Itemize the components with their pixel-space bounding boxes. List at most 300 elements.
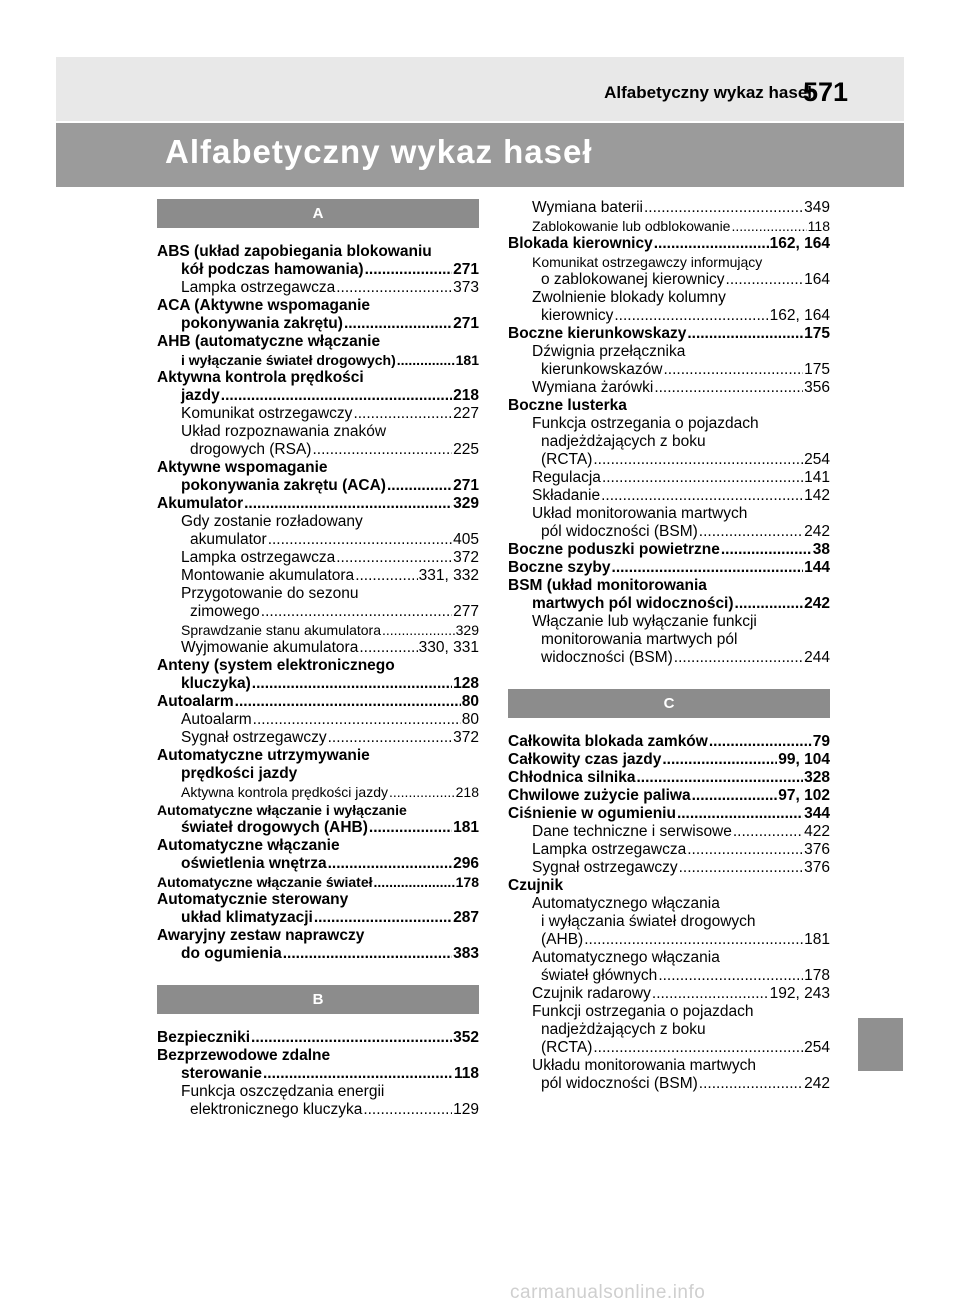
index-entry <box>508 769 830 787</box>
entry-text: Przygotowanie do sezonu <box>181 585 359 602</box>
index-subentry <box>157 603 479 621</box>
entry-text: sterowanie <box>181 1065 262 1082</box>
page-ref: 80 <box>461 711 479 728</box>
dot-leader <box>731 217 806 235</box>
index-subentry <box>157 423 479 441</box>
index-column-left <box>157 199 479 1119</box>
page-ref: 422 <box>804 823 830 840</box>
index-subentry <box>508 823 830 841</box>
entry-text: Ciśnienie w ogumieniu <box>508 805 676 822</box>
entry-text: Boczne kierunkowskazy <box>508 325 687 342</box>
dot-leader <box>658 967 803 985</box>
index-subentry <box>508 289 830 307</box>
index-column-right <box>508 199 830 1093</box>
dot-leader <box>663 361 803 379</box>
entry-text: drogowych (RSA) <box>190 441 312 458</box>
index-entry <box>157 1029 479 1047</box>
index-entry <box>157 333 479 351</box>
dot-leader <box>636 769 803 787</box>
entry-text: do ogumienia <box>181 945 282 962</box>
index-entry <box>157 1047 479 1065</box>
page-ref: 181 <box>453 819 479 836</box>
index-entry <box>157 297 479 315</box>
entry-text: elektronicznego kluczyka <box>190 1101 363 1118</box>
page-ref: 254 <box>804 451 830 468</box>
page-ref: 118 <box>807 218 830 234</box>
index-subentry <box>508 415 830 433</box>
dot-leader <box>263 1065 453 1083</box>
index-entry <box>157 765 479 783</box>
dot-leader <box>601 487 803 505</box>
entry-text: Regulacja <box>532 469 601 486</box>
entry-text: Układ monitorowania martwych <box>532 505 748 522</box>
entry-text: Automatyczne włączanie i wyłączanie <box>157 802 407 818</box>
index-subentry <box>508 1003 830 1021</box>
page-ref: 97, 102 <box>778 787 830 804</box>
index-subentry <box>508 505 830 523</box>
dot-leader <box>244 495 452 513</box>
page-ref: 80 <box>461 693 479 710</box>
dot-leader <box>365 261 453 279</box>
index-entry <box>508 595 830 613</box>
entry-text: Dane techniczne i serwisowe <box>532 823 732 840</box>
dot-leader <box>235 693 461 711</box>
entry-text: Całkowity czas jazdy <box>508 751 662 768</box>
page-ref: 162, 164 <box>769 235 830 252</box>
page-ref: 356 <box>804 379 830 396</box>
entry-text: Lampka ostrzegawcza <box>532 841 687 858</box>
dot-leader <box>687 325 803 343</box>
dot-leader <box>374 873 455 891</box>
page-title: Alfabetyczny wykaz haseł <box>165 133 593 170</box>
page-ref: 352 <box>453 1029 479 1046</box>
page-ref: 344 <box>804 805 830 822</box>
index-subentry <box>508 361 830 379</box>
entry-text: Automatycznego włączania <box>532 949 720 966</box>
page-ref: 192, 243 <box>769 985 830 1002</box>
page-ref: 162, 164 <box>769 307 830 324</box>
dot-leader <box>602 469 803 487</box>
page-ref: 164 <box>804 271 830 288</box>
index-subentry <box>508 469 830 487</box>
entry-text: Automatycznego włączania <box>532 895 720 912</box>
index-entry <box>157 675 479 693</box>
entry-text: Gdy zostanie rozładowany <box>181 513 363 530</box>
dot-leader <box>268 531 452 549</box>
entry-text: pól widoczności (BSM) <box>541 1075 698 1092</box>
entry-text: Awaryjny zestaw naprawczy <box>157 927 365 944</box>
dot-leader <box>687 841 803 859</box>
index-entry <box>508 325 830 343</box>
entry-text: i wyłączania świateł drogowych <box>541 913 756 930</box>
entry-text: akumulator <box>190 531 267 548</box>
index-entry <box>508 877 830 895</box>
page-ref: 271 <box>453 315 479 332</box>
index-subentry <box>508 985 830 1003</box>
page-ref: 277 <box>453 603 479 620</box>
page-ref: 330, 331 <box>418 639 479 656</box>
entry-text: Czujnik radarowy <box>532 985 651 1002</box>
entry-text: Automatyczne włączanie <box>157 837 340 854</box>
page-ref: 181 <box>455 352 479 368</box>
page-ref: 141 <box>804 469 830 486</box>
dot-leader <box>387 477 452 495</box>
entry-text: kierownicy <box>541 307 614 324</box>
dot-leader <box>283 945 452 963</box>
dot-leader <box>735 595 804 613</box>
entry-text: (AHB) <box>541 931 584 948</box>
entry-text: pokonywania zakrętu (ACA) <box>181 477 386 494</box>
index-subentry <box>508 451 830 469</box>
entry-text: Anteny (system elektronicznego <box>157 657 395 674</box>
page-ref: 128 <box>453 675 479 692</box>
index-subentry <box>508 307 830 325</box>
index-entry <box>508 397 830 415</box>
entry-text: kół podczas hamowania) <box>181 261 364 278</box>
index-entry <box>157 819 479 837</box>
index-subentry <box>508 379 830 397</box>
index-entry <box>157 477 479 495</box>
dot-leader <box>363 1101 452 1119</box>
index-entry <box>157 351 479 369</box>
page-ref: 178 <box>455 874 479 890</box>
entry-text: Akumulator <box>157 495 244 512</box>
index-subentry <box>157 1083 479 1101</box>
page-ref: 142 <box>804 487 830 504</box>
index-entry <box>157 873 479 891</box>
index-subentry <box>508 859 830 877</box>
entry-text: kluczyka) <box>181 675 251 692</box>
index-entry <box>157 927 479 945</box>
entry-text: oświetlenia wnętrza <box>181 855 327 872</box>
section-header: B <box>157 985 479 1014</box>
index-subentry <box>157 567 479 585</box>
dot-leader <box>593 451 803 469</box>
entry-text: Bezprzewodowe zdalne <box>157 1047 331 1064</box>
page-ref: 244 <box>804 649 830 666</box>
page-ref: 349 <box>804 199 830 216</box>
index-subentry <box>157 783 479 801</box>
dot-leader <box>253 711 461 729</box>
entry-text: Wyjmowanie akumulatora <box>181 639 359 656</box>
page-ref: 296 <box>453 855 479 872</box>
entry-text: Komunikat ostrzegawczy <box>181 405 353 422</box>
dot-leader <box>662 751 777 769</box>
dot-leader <box>677 805 803 823</box>
page-ref: 178 <box>804 967 830 984</box>
chapter-tab <box>858 1018 903 1071</box>
page-ref: 175 <box>804 361 830 378</box>
entry-text: Lampka ostrzegawcza <box>181 279 336 296</box>
index-subentry <box>157 711 479 729</box>
entry-text: ABS (układ zapobiegania blokowaniu <box>157 243 432 260</box>
index-subentry <box>157 513 479 531</box>
entry-text: Funkcja oszczędzania energii <box>181 1083 385 1100</box>
dot-leader <box>359 639 417 657</box>
index-entry <box>157 261 479 279</box>
entry-text: Boczne lusterka <box>508 397 627 414</box>
dot-leader <box>652 985 769 1003</box>
index-subentry <box>508 613 830 631</box>
entry-text: AHB (automatyczne włączanie <box>157 333 381 350</box>
page-ref: 242 <box>804 523 830 540</box>
section-header: A <box>157 199 479 228</box>
dot-leader <box>252 675 452 693</box>
page-ref: 218 <box>455 784 479 800</box>
watermark: carmanualsonline.info <box>510 1282 706 1303</box>
page-ref: 373 <box>453 279 479 296</box>
dot-leader <box>369 819 452 837</box>
dot-leader <box>674 649 803 667</box>
page-ref: 242 <box>804 1075 830 1092</box>
dot-leader <box>261 603 452 621</box>
index-subentry <box>508 841 830 859</box>
index-entry <box>508 235 830 253</box>
index-subentry <box>157 405 479 423</box>
index-subentry <box>508 217 830 235</box>
index-entry <box>508 577 830 595</box>
index-subentry <box>508 271 830 289</box>
page-ref: 38 <box>812 541 830 558</box>
entry-text: Chłodnica silnika <box>508 769 636 786</box>
entry-text: kierunkowskazów <box>541 361 663 378</box>
page-ref: 331, 332 <box>418 567 479 584</box>
entry-text: nadjeżdżających z boku <box>541 433 706 450</box>
index-subentry <box>157 729 479 747</box>
index-subentry <box>157 441 479 459</box>
page-ref: 329 <box>453 495 479 512</box>
entry-text: Lampka ostrzegawcza <box>181 549 336 566</box>
index-subentry <box>157 621 479 639</box>
dot-leader <box>614 307 768 325</box>
index-entry <box>157 909 479 927</box>
index-entry <box>508 805 830 823</box>
entry-text: świateł głównych <box>541 967 658 984</box>
page-ref: 383 <box>453 945 479 962</box>
entry-text: Aktywne wspomaganie <box>157 459 328 476</box>
entry-text: Całkowita blokada zamków <box>508 733 708 750</box>
dot-leader <box>314 909 452 927</box>
entry-text: Boczne szyby <box>508 559 611 576</box>
dot-leader <box>654 235 769 253</box>
dot-leader <box>353 405 452 423</box>
dot-leader <box>336 549 452 567</box>
entry-text: Montowanie akumulatora <box>181 567 355 584</box>
page-ref: 218 <box>453 387 479 404</box>
entry-text: zimowego <box>190 603 260 620</box>
entry-text: Chwilowe zużycie paliwa <box>508 787 691 804</box>
index-subentry <box>508 1057 830 1075</box>
entry-text: układ klimatyzacji <box>181 909 313 926</box>
page-ref: 372 <box>453 729 479 746</box>
entry-text: Dźwignia przełącznika <box>532 343 686 360</box>
index-subentry <box>157 1101 479 1119</box>
index-subentry <box>157 549 479 567</box>
dot-leader <box>679 859 804 877</box>
entry-text: Funkcja ostrzegania o pojazdach <box>532 415 759 432</box>
entry-text: Sygnał ostrzegawczy <box>181 729 327 746</box>
index-subentry <box>157 585 479 603</box>
entry-text: Komunikat ostrzegawczy informujący <box>532 254 763 270</box>
entry-text: Składanie <box>532 487 601 504</box>
dot-leader <box>328 729 453 747</box>
dot-leader <box>328 855 453 873</box>
entry-text: Układ rozpoznawania znaków <box>181 423 387 440</box>
entry-text: Sprawdzanie stanu akumulatora <box>181 622 382 638</box>
dot-leader <box>593 1039 803 1057</box>
index-subentry <box>508 967 830 985</box>
index-entry <box>157 315 479 333</box>
dot-leader <box>251 1029 452 1047</box>
page-ref: 329 <box>455 622 479 638</box>
dot-leader <box>721 541 812 559</box>
dot-leader <box>336 279 452 297</box>
entry-text: i wyłączanie świateł drogowych) <box>181 352 396 368</box>
index-subentry <box>508 199 830 217</box>
entry-text: monitorowania martwych pól <box>541 631 738 648</box>
index-entry <box>157 747 479 765</box>
dot-leader <box>654 379 803 397</box>
entry-text: Aktywna kontrola prędkości jazdy <box>181 784 388 800</box>
index-entry <box>157 243 479 261</box>
page-ref: 118 <box>453 1065 479 1082</box>
header-label: Alfabetyczny wykaz haseł <box>604 83 812 102</box>
dot-leader <box>644 199 803 217</box>
entry-text: Automatyczne utrzymywanie <box>157 747 370 764</box>
entry-text: widoczności (BSM) <box>541 649 673 666</box>
index-subentry <box>508 1039 830 1057</box>
entry-text: Blokada kierownicy <box>508 235 653 252</box>
entry-text: Aktywna kontrola prędkości <box>157 369 364 386</box>
index-subentry <box>508 343 830 361</box>
index-entry <box>508 751 830 769</box>
dot-leader <box>312 441 452 459</box>
page-ref: 328 <box>804 769 830 786</box>
page-ref: 242 <box>804 595 830 612</box>
page-ref: 79 <box>812 733 830 750</box>
entry-text: Układu monitorowania martwych <box>532 1057 756 1074</box>
index-entry <box>157 369 479 387</box>
entry-text: Sygnał ostrzegawczy <box>532 859 678 876</box>
index-subentry <box>508 1075 830 1093</box>
index-entry <box>157 387 479 405</box>
index-entry <box>508 541 830 559</box>
dot-leader <box>397 351 455 369</box>
index-subentry <box>508 253 830 271</box>
index-subentry <box>157 279 479 297</box>
page-ref: 175 <box>804 325 830 342</box>
dot-leader <box>355 567 417 585</box>
page-ref: 372 <box>453 549 479 566</box>
entry-text: nadjeżdżających z boku <box>541 1021 706 1038</box>
dot-leader <box>221 387 452 405</box>
page-ref: 287 <box>453 909 479 926</box>
entry-text: Autoalarm <box>181 711 252 728</box>
entry-text: (RCTA) <box>541 451 593 468</box>
entry-text: Funkcji ostrzegania o pojazdach <box>532 1003 754 1020</box>
entry-text: Zwolnienie blokady kolumny <box>532 289 726 306</box>
page-ref: 271 <box>453 477 479 494</box>
index-entry <box>157 855 479 873</box>
entry-text: (RCTA) <box>541 1039 593 1056</box>
dot-leader <box>726 271 804 289</box>
page-ref: 405 <box>453 531 479 548</box>
index-subentry <box>508 433 830 451</box>
entry-text: o zablokowanej kierownicy <box>541 271 725 288</box>
index-entry <box>157 837 479 855</box>
dot-leader <box>692 787 778 805</box>
index-subentry <box>508 487 830 505</box>
entry-text: Włączanie lub wyłączanie funkcji <box>532 613 757 630</box>
dot-leader <box>709 733 812 751</box>
entry-text: pokonywania zakrętu) <box>181 315 343 332</box>
index-entry <box>157 459 479 477</box>
index-entry <box>157 1065 479 1083</box>
dot-leader <box>699 523 803 541</box>
entry-text: pól widoczności (BSM) <box>541 523 698 540</box>
entry-text: Boczne poduszki powietrzne <box>508 541 720 558</box>
index-entry <box>508 787 830 805</box>
index-entry <box>157 945 479 963</box>
index-subentry <box>157 531 479 549</box>
page-ref: 144 <box>804 559 830 576</box>
index-entry <box>157 801 479 819</box>
entry-text: Wymiana baterii <box>532 199 643 216</box>
page-ref: 225 <box>453 441 479 458</box>
dot-leader <box>584 931 803 949</box>
index-entry <box>157 657 479 675</box>
index-subentry <box>508 895 830 913</box>
page-ref: 271 <box>453 261 479 278</box>
index-entry <box>157 891 479 909</box>
entry-text: martwych pól widoczności) <box>532 595 734 612</box>
page-ref: 376 <box>804 841 830 858</box>
page-number: 571 <box>802 77 848 107</box>
entry-text: Czujnik <box>508 877 564 894</box>
dot-leader <box>382 621 455 639</box>
entry-text: prędkości jazdy <box>181 765 298 782</box>
page-ref: 129 <box>453 1101 479 1118</box>
entry-text: BSM (układ monitorowania <box>508 577 707 594</box>
dot-leader <box>344 315 452 333</box>
page-ref: 254 <box>804 1039 830 1056</box>
entry-text: ACA (Aktywne wspomaganie <box>157 297 371 314</box>
entry-text: jazdy <box>181 387 220 404</box>
entry-text: Autoalarm <box>157 693 234 710</box>
index-subentry <box>508 913 830 931</box>
index-entry <box>157 693 479 711</box>
entry-text: Automatycznie sterowany <box>157 891 349 908</box>
index-subentry <box>508 949 830 967</box>
entry-text: Automatyczne włączanie świateł <box>157 874 373 890</box>
page-ref: 181 <box>804 931 830 948</box>
dot-leader <box>733 823 803 841</box>
index-subentry <box>508 631 830 649</box>
index-subentry <box>508 649 830 667</box>
dot-leader <box>612 559 804 577</box>
index-entry <box>508 559 830 577</box>
index-entry <box>157 495 479 513</box>
entry-text: Zablokowanie lub odblokowanie <box>532 218 731 234</box>
dot-leader <box>699 1075 803 1093</box>
page-ref: 376 <box>804 859 830 876</box>
page-ref: 99, 104 <box>778 751 830 768</box>
page-ref: 227 <box>453 405 479 422</box>
entry-text: świateł drogowych (AHB) <box>181 819 368 836</box>
dot-leader <box>389 783 455 801</box>
index-subentry <box>508 931 830 949</box>
index-subentry <box>157 639 479 657</box>
